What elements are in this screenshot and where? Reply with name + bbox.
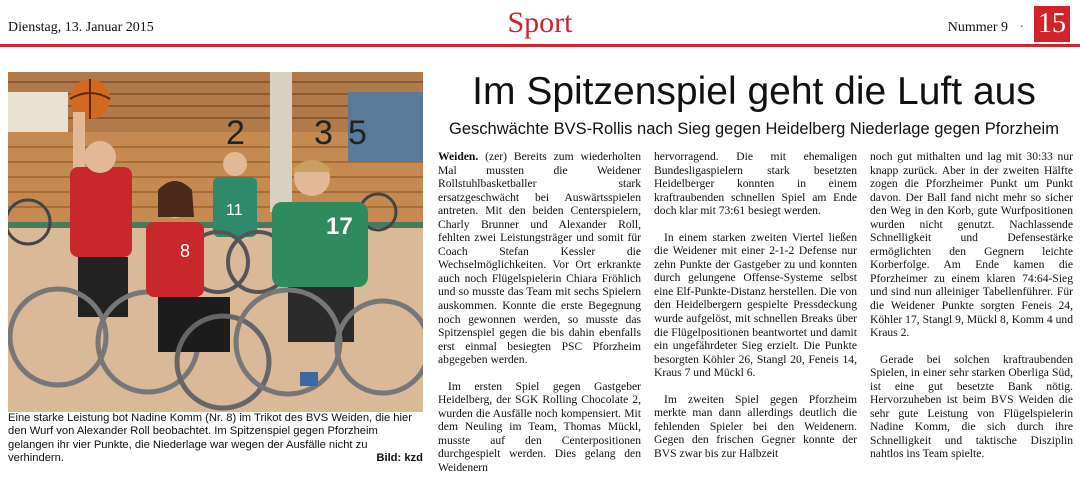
article-subheadline: Geschwächte BVS-Rollis nach Sieg gegen Heidelberg Niederlage gegen Pforzheim — [449, 120, 1059, 138]
wall-number: 5 — [348, 114, 367, 152]
wall-number: 2 — [226, 114, 245, 152]
paragraph — [438, 150, 641, 367]
paragraph: Gerade bei solchen kraftraubenden Spielen, in einer sehr starken Oberliga Süd, ist eine gut besetzte Bank nötig. Hervorzuheben ist beim BVS Weiden die sehr gute Leistung von Flügelspielerin Nadine Komm, die sich durch ihre Schnelligkeit und taktische Disziplin nahtlos ins Team spielte. — [870, 352, 1073, 461]
photo-credit: Bild: kzd — [376, 452, 423, 465]
section-title: Sport — [507, 6, 573, 39]
dateline: Weiden. — [438, 150, 479, 163]
header-date: Dienstag, 13. Januar 2015 — [8, 20, 154, 35]
paragraph-text: (zer) Bereits zum wiederholten Mal mussten die Weidener Rollstuhlbasketballer stark ersatzgeschwächt bei Auswärtsspielen antreten. Mit den beiden Centerspielern, Charly Brunner und Alexander Roll, fehlten zwei Leistungsträger und somit für Coach Stefan Kessler die Wechselmöglichkeiten. Vor Ort erkrankte auch noch Flügelspielerin Chiara Fröhlich und so musste das Team mit sechs Spielern auskommen. Konnte die erste Begegnung noch gewonnen werden, so musste das Spitzenspiel gegen die bis dahin ebenfalls erst einmal besiegten PSC Pforzheim abgegeben werden. — [438, 150, 641, 367]
header-dot: · — [1019, 20, 1024, 35]
issue-number: Nummer 9 — [947, 20, 1008, 35]
article-column-2 — [654, 150, 857, 473]
page-header — [0, 0, 1080, 48]
paragraph: Im zweiten Spiel gegen Pforzheim merkte man dann allerdings deutlich die fehlenden Spieler bei den Weidenern. Gegen den frischen Gegner konnte der BVS zwar bis zur Halbzeit — [654, 392, 857, 460]
caption-text: Eine starke Leistung bot Nadine Komm (Nr. 8) im Trikot des BVS Weiden, die hier den Wurf von Alexander Roll beobachtet. Im Spitzenspiel gegen Pforzheim gelangen ihr vier Punkte, die Niederlage war wegen der Ausfälle nicht zu verhindern. — [8, 412, 412, 465]
article-headline: Im Spitzenspiel geht die Luft aus — [472, 70, 1036, 113]
header-rule — [0, 44, 1080, 47]
article-photo — [8, 72, 423, 412]
paragraph: hervorragend. Die mit ehemaligen Bundesligaspielern stark besetzten Heidelberger konnten in einem kraftraubenden schnellen Spiel am Ende doch klar mit 73:61 besiegt werden. — [654, 150, 857, 218]
jersey-number: 17 — [326, 213, 353, 240]
wall-number: 3 — [314, 114, 333, 152]
page-number-badge: 15 — [1034, 6, 1070, 42]
photo-caption — [8, 412, 423, 466]
jersey-number: 11 — [226, 202, 243, 219]
paragraph: In einem starken zweiten Viertel ließen die Weidener mit einer 2-1-2 Defense nur zehn Punkte der Gastgeber zu und konnten durch gelungene Offense-Systeme selbst eine Elf-Punkte-Distanz herstellen. Die von den Heidelbergern gespielte Pressdeckung wurde aufgelöst, mit schnellen Breaks über die Flügelpositionen beantwortet und damit ein ungefährdeter Sieg erzielt. Die Punkte besorgten Köhler 26, Stangl 20, Feneis 14, Kraus 7 und Mückl 6. — [654, 230, 857, 380]
paragraph: noch gut mithalten und lag mit 30:33 nur knapp zurück. Aber in der zweiten Hälfte zogen die Pforzheimer Punkt um Punkt davon. Der Ball fand nicht mehr so sicher den Weg in den Korb, gute Wurfpositionen wurden nicht genutzt. Nachlassende Schnelligkeit und Defensestärke ermöglichten den Gegnern leichte Korberfolge. Am Ende kamen die Pforzheimer zu einem klaren 74:64-Sieg und sind nun alleiniger Tabellenführer. Für die Weidener Punkte sorgten Feneis 24, Köhler 17, Stangl 9, Mückl 8, Komm 4 und Kraus 2. — [870, 150, 1073, 340]
article-column-3 — [870, 150, 1073, 474]
article-column-1 — [438, 150, 641, 488]
paragraph: Im ersten Spiel gegen Gastgeber Heidelberg, der SGK Rolling Chocolate 2, wurden die Ausfälle noch kompensiert. Mit dem Neuling im Team, Thomas Mückl, musste auf den Centerpositionen durchgespielt werden. Dies gelang den Weidenern — [438, 379, 641, 475]
jersey-number: 8 — [180, 241, 191, 261]
